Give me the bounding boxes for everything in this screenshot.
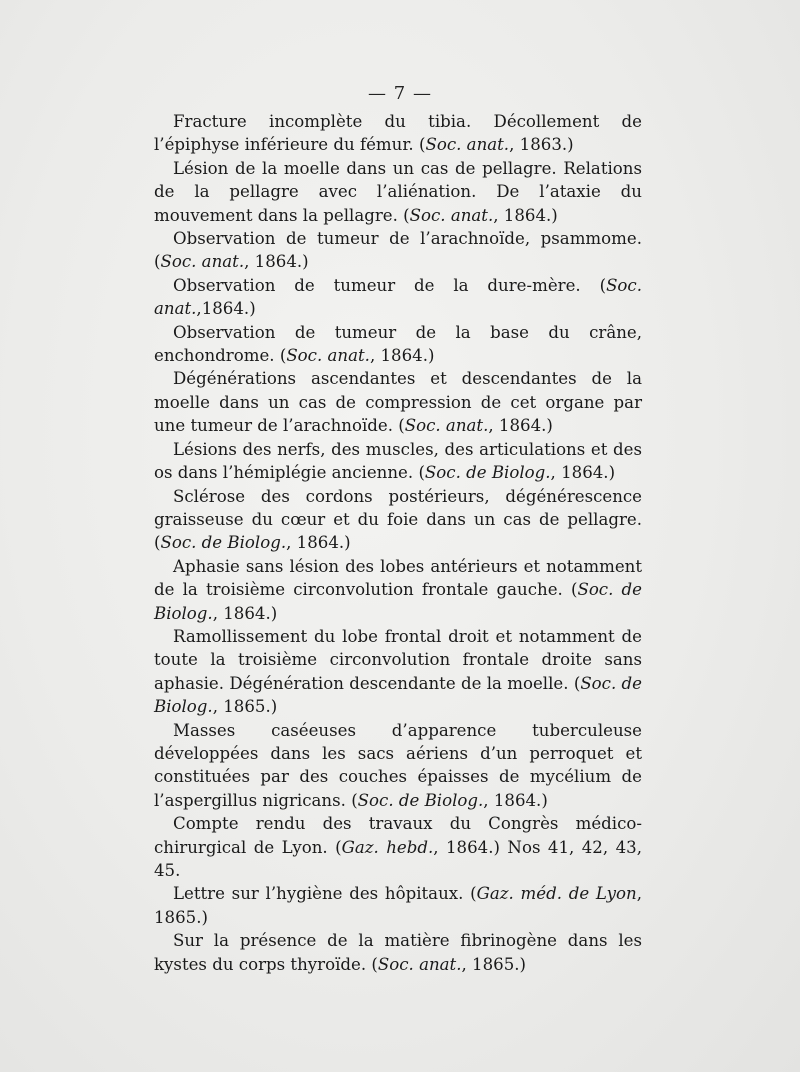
entry-text: Sclérose des cordons postérieurs, dégénérescence graisseuse du cœur et du foie dans un cas de pellagre. [154,486,642,529]
source-journal: Soc. de Biolog. [357,790,484,810]
source-journal: Soc. anat. [286,346,370,366]
bibliography-entry [154,625,642,719]
source-detail: ( [403,205,410,225]
source-journal: Soc. anat. [409,205,494,225]
source-detail: , 1864.) [286,533,351,553]
bibliography-entry [154,812,642,882]
entry-text: Dégénérations ascendantes et descendantes de la moelle dans un cas de compression de cet organe par une tumeur de l’arachnoïde. [154,369,642,436]
source-detail: , 1864.) [488,416,553,436]
entry-text: Fracture incomplète du tibia. Décollement de l’épiphyse inférieure du fémur. [154,112,642,155]
bibliography-entry [154,367,642,437]
source-detail: , 1864.) Nos 41, 42, 43, 45. [154,837,642,880]
entry-text: Ramollissement du lobe frontal droit et notamment de toute la troisième circonvolution frontale droite sans aphasie. Dégénération descendante de la moelle. [154,626,642,693]
entry-text: Lettre sur l’hygiène des hôpitaux. [173,884,471,904]
bibliography-entry [154,929,642,976]
source-detail: , 1864.) [212,603,278,623]
source-detail: , 1865.) [212,697,278,717]
source-detail: , 1864.) [493,205,558,225]
bibliography-entry [154,157,642,227]
source-detail: ( [570,580,578,600]
entry-source [418,463,615,482]
bibliography-entry [154,321,642,368]
source-journal: Soc. de Biolog. [154,580,642,623]
bibliography-entry [154,882,642,929]
entry-source [419,135,574,154]
source-detail: , 1865.) [154,884,642,927]
bibliography-entry [154,110,642,157]
source-journal: Soc. de Biolog. [160,533,287,553]
source-journal: Soc. de Biolog. [154,673,642,717]
bibliography-entry [154,227,642,274]
source-journal: Soc. anat. [425,135,510,155]
entry-source [154,533,351,552]
source-detail: ( [573,673,581,693]
source-detail: , 1864.) [483,790,548,810]
source-detail: ( [154,533,161,553]
entry-text: Sur la présence de la matière fibrinogène dans les kystes du corps thyroïde. [154,931,642,974]
source-detail: , 1864.) [369,346,435,366]
source-journal: Gaz. hebd. [341,837,434,857]
bibliography-entry [154,719,642,813]
entry-source [398,416,553,435]
entry-text: Aphasie sans lésion des lobes antérieurs et notamment de la troisième circonvolution frontale gauche. [154,556,642,600]
source-detail: , 1864.) [550,463,616,483]
source-detail: , 1863.) [509,135,574,155]
source-detail: , 1865.) [461,954,527,974]
entry-text: Masses caséeuses d’apparence tuberculeuse développées dans les sacs aériens d’un perroquet et constituées par des couches épaisses de mycélium de l’aspergillus nigricans. [154,720,642,810]
source-journal: Soc. de Biolog. [424,463,551,483]
bibliography-entry [154,485,642,555]
source-detail: ( [599,275,607,295]
source-detail: ( [335,837,342,857]
entry-text: Observation de tumeur de la dure-mère. [173,275,600,295]
entry-source [154,252,309,271]
bibliography-entry [154,438,642,485]
entry-text: Lésion de la moelle dans un cas de pellagre. Relations de la pellagre avec l’aliénation. De l’ataxie du mouvement dans la pellagre. [154,158,642,225]
source-journal: Soc. anat. [377,954,462,974]
entry-source [280,346,435,365]
source-detail: ,1864.) [196,299,256,319]
source-detail: ( [279,346,287,366]
source-journal: Soc. anat. [404,416,489,436]
entry-text: Lésions des nerfs, des muscles, des articulations et des os dans l’hémiplégie ancienne. [154,439,642,483]
entry-text: Observation de tumeur de l’arachnoïde, psammome. [173,229,642,249]
source-journal: Soc. anat. [160,252,245,272]
bibliography-entry [154,274,642,321]
source-journal: Soc. anat. [154,275,642,319]
page-number: — 7 — [368,83,432,104]
source-detail: ( [418,463,425,483]
source-detail: ( [470,884,477,904]
source-detail: , 1864.) [244,252,309,272]
bibliography-list [154,110,642,976]
source-detail: ( [398,416,405,436]
source-detail: ( [154,252,161,272]
entry-text: Observation de tumeur de la base du crâne, enchondrome. [154,322,642,366]
source-detail: ( [351,790,358,810]
entry-source [403,206,558,225]
entry-source [371,955,526,974]
entry-source [351,791,548,810]
entry-text: Compte rendu des travaux du Congrès médico-chirurgical de Lyon. [154,814,642,857]
source-detail: ( [371,954,378,974]
bibliography-entry [154,555,642,625]
source-journal: Gaz. méd. de Lyon [476,884,637,904]
source-detail: ( [418,135,426,155]
